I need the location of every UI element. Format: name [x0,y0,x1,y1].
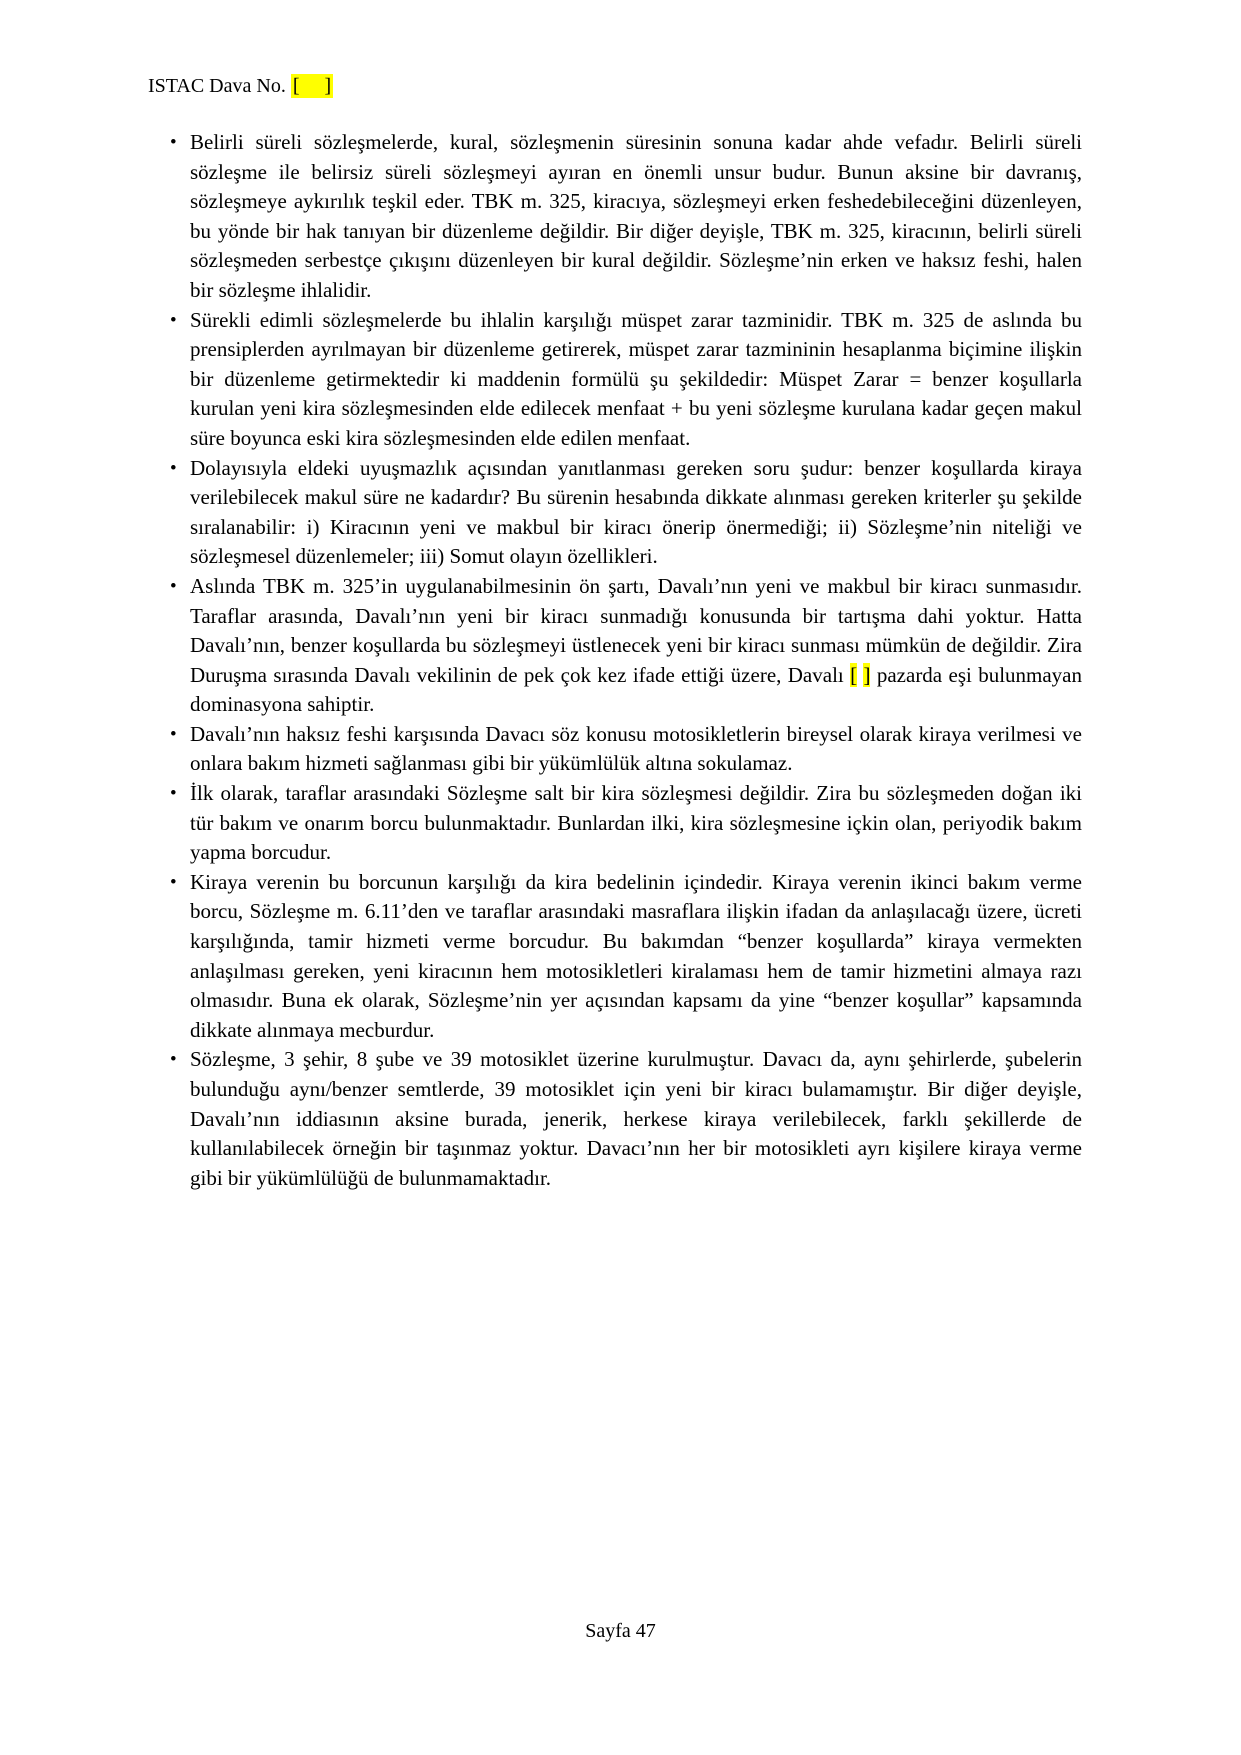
text-run: pazarda eşi bulunmayan dominasyona sahiptir. [190,662,1083,717]
text-run: Sözleşme, 3 şehir, 8 şube ve 39 motosiklet üzerine kurulmuştur. Davacı da, aynı şehirlerde, şubelerin bulunduğu aynı/benzer semtlerde, 39 motosiklet için yeni bir kiracı bulamamıştır. Bir diğer deyişle, Davalı’nın iddiasının aksine burada, jenerik, herkese kiraya verilebilecek, farklı şekillerde de kullanılabilecek örneğin bir taşınmaz yoktur. Davacı’nın her bir motosikleti ayrı kişilere kiraya verme gibi bir yükümlülüğü de bulunmamaktadır. [190,1047,1082,1190]
text-run: Dolayısıyla eldeki uyuşmazlık açısından yanıtlanması gereken soru şudur: benzer koşullarda kiraya verilebilecek makul süre ne kadardır? Bu sürenin hesabında dikkate alınması gereken kriterler şu şekilde sıralanabilir: i) Kiracının yeni ve makbul bir kiracı önerip önermediği; ii) Sözleşme’nin niteliği ve sözleşmesel düzenlemeler; iii) Somut olayın özellikleri. [190,455,1082,569]
bullet-item [148,306,1082,454]
bullet-item [148,779,1082,868]
bullet-item [148,1045,1082,1193]
text-run: İlk olarak, taraflar arasındaki Sözleşme salt bir kira sözleşmesi değildir. Zira bu sözleşmeden doğan iki tür bakım ve onarım borcu bulunmaktadır. Bunlardan ilki, kira sözleşmesine içkin olan, periyodik bakım yapma borcudur. [190,781,1082,865]
redaction-highlight: [ [850,662,858,687]
page-number: Sayfa 47 [585,1620,656,1642]
bullet-item [148,572,1082,720]
text-run: Sürekli edimli sözleşmelerde bu ihlalin karşılığı müspet zarar tazminidir. TBK m. 325 de aslında bu prensiplerden ayrılmayan bir düzenleme getirerek, müspet zarar tazmininin hesaplanma biçimine ilişkin bir düzenleme getirmektedir ki maddenin formülü şu şekildedir: Müspet Zarar = benzer koşullarla kurulan yeni kira sözleşmesinden elde edilecek menfaat + bu yeni sözleşme kurulana kadar geçen makul süre boyunca eski kira sözleşmesinden elde edilen menfaat. [190,307,1082,450]
bullet-list [148,128,1082,1193]
case-number-label: ISTAC Dava No. [148,75,291,97]
text-run: Kiraya verenin bu borcunun karşılığı da kira bedelinin içindedir. Kiraya verenin ikinci bakım verme borcu, Sözleşme m. 6.11’den ve taraflar arasındaki masraflara ilişkin ifadan da anlaşılacağı üzere, ücreti karşılığında, tamir hizmeti verme borcudur. Bu bakımdan “benzer koşullarda” kiraya vermekten anlaşılması gereken, yeni kiracının hem motosikletleri kiralaması hem de tamir hizmetini almaya razı olmasıdır. Buna ek olarak, Sözleşme’nin yer açısından kapsamı da yine “benzer koşullar” kapsamında dikkate alınmaya mecburdur. [190,869,1082,1042]
document-header [148,73,333,99]
page-footer [0,1620,1241,1643]
text-run: Davalı’nın haksız feshi karşısında Davacı söz konusu motosikletlerin bireysel olarak kiraya verilmesi ve onlara bakım hizmeti sağlanması gibi bir yükümlülük altına sokulamaz. [190,721,1082,776]
redaction-highlight: ] [863,662,871,687]
text-run: Belirli süreli sözleşmelerde, kural, sözleşmenin süresinin sonuna kadar ahde vefadır. Belirli süreli sözleşme ile belirsiz süreli sözleşmeyi ayıran en önemli unsur budur. Bunun aksine bir davranış, sözleşmeye aykırılık teşkil eder. TBK m. 325, kiracıya, sözleşmeyi erken feshedebileceğini düzenleyen, bu yönde bir hak tanıyan bir düzenleme değildir. Bir diğer deyişle, TBK m. 325, kiracının, belirli süreli sözleşmeden serbestçe çıkışını düzenleyen bir kural değildir. Sözleşme’nin erken ve haksız feshi, halen bir sözleşme ihlalidir. [190,130,1082,302]
bullet-item [148,868,1082,1046]
bullet-item [148,128,1082,306]
bullet-item [148,720,1082,779]
redacted-case-number-highlight: [ ] [292,75,332,97]
bullet-item [148,454,1082,572]
text-run: Aslında TBK m. 325’in uygulanabilmesinin ön şartı, Davalı’nın yeni ve makbul bir kiracı sunmasıdır. Taraflar arasında, Davalı’nın yeni bir kiracı sunmadığı konusunda bir tartışma dahi yoktur. Hatta Davalı’nın, benzer koşullarda bu sözleşmeyi üstlenecek yeni bir kiracı sunması mümkün de değildir. Zira Duruşma sırasında Davalı vekilinin de pek çok kez ifade ettiği üzere, Davalı [190,573,1082,687]
